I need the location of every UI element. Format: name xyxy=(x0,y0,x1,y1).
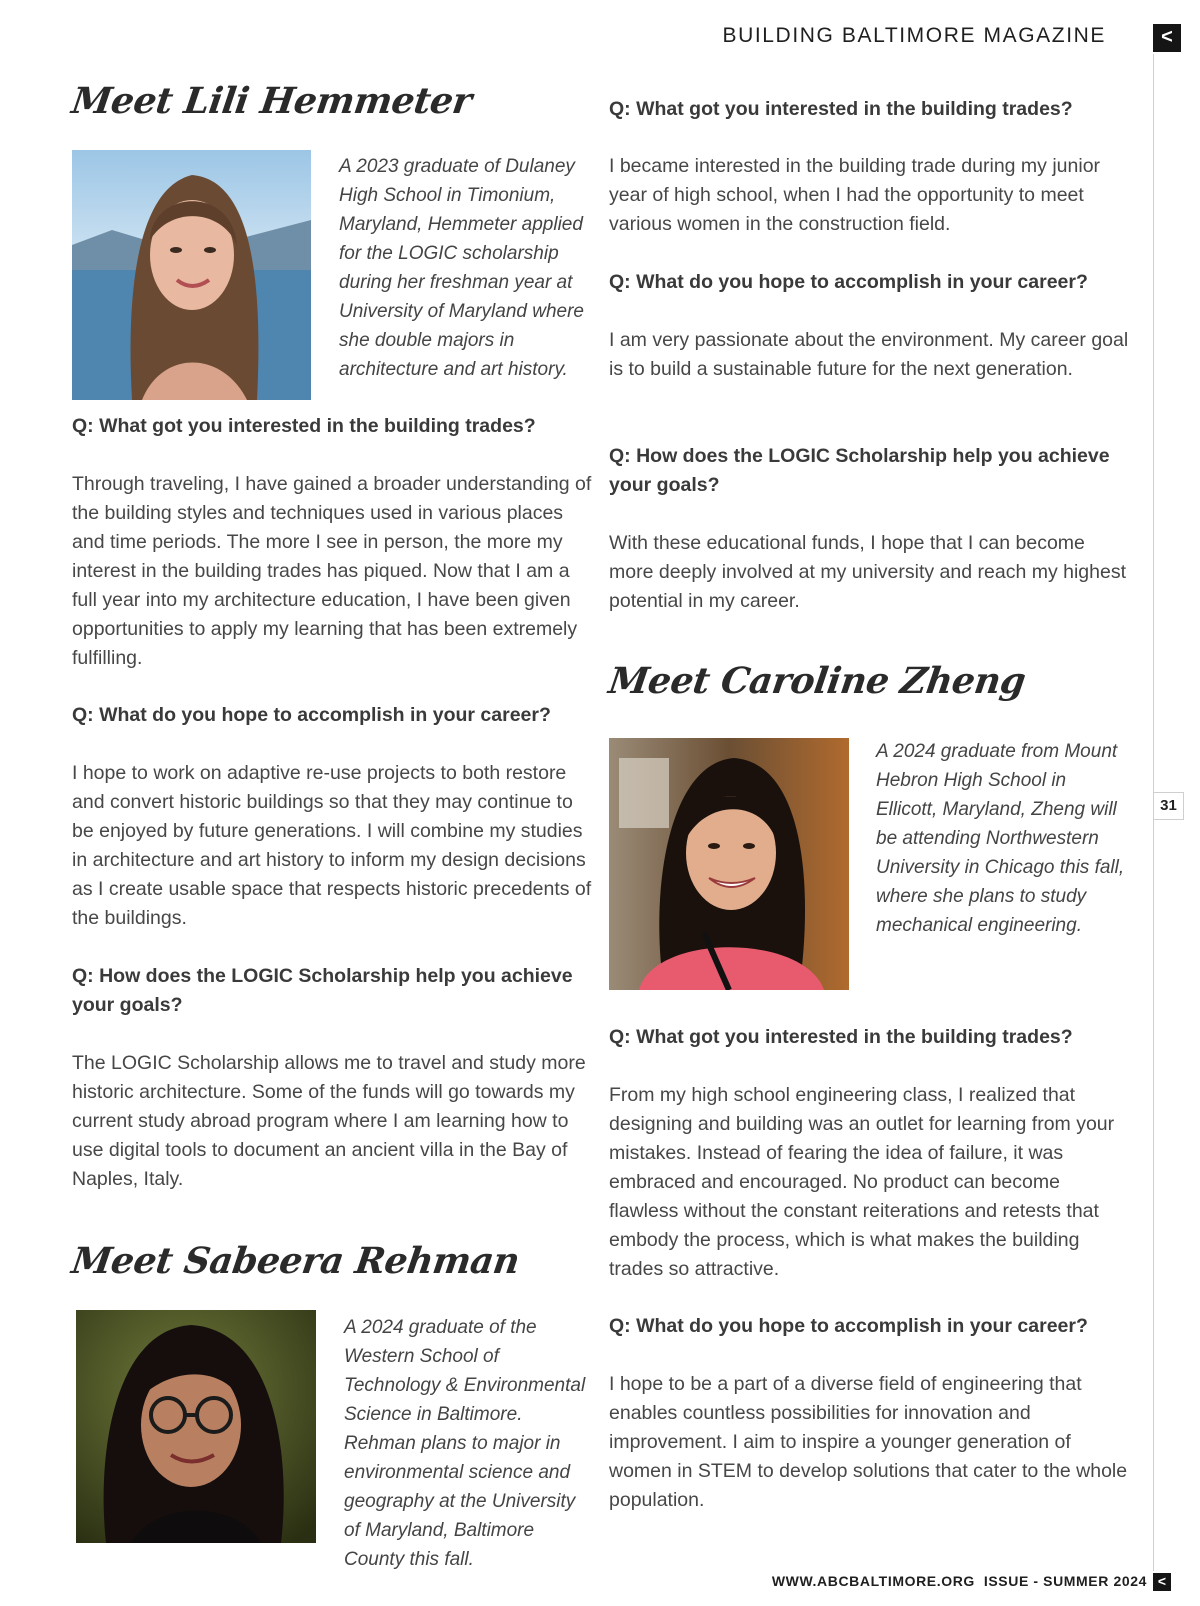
question-interest: Q: What got you interested in the building trades? xyxy=(72,415,536,437)
question-career: Q: What do you hope to accomplish in your career? xyxy=(72,704,551,726)
question-career: Q: What do you hope to accomplish in your career? xyxy=(609,1315,1088,1337)
question-interest: Q: What got you interested in the building trades? xyxy=(609,1026,1073,1048)
answer-career: I am very passionate about the environment. My career goal is to build a sustainable future for the next generation. xyxy=(609,329,1129,380)
back-tab-button[interactable]: < xyxy=(1153,24,1181,52)
question-career: Q: What do you hope to accomplish in your career? xyxy=(609,271,1088,293)
photo-lili-hemmeter xyxy=(72,150,311,400)
answer-interest: From my high school engineering class, I realized that designing and building was an outlet for learning from your mistakes. Instead of fearing the idea of failure, it was embraced and encouraged. No product can become flawless without the constant reiterations and retests that embody the process, which is what makes the building trades so attractive. xyxy=(609,1084,1115,1280)
footer-back-button[interactable]: < xyxy=(1153,1573,1171,1591)
photo-caroline-zheng xyxy=(609,738,849,990)
answer-career: I hope to work on adaptive re-use projects to both restore and convert historic buildings so that they may continue to be enjoyed by future generations. I will combine my studies in architecture and art history to inform my design decisions as I create usable space that respects historic precedents of the buildings. xyxy=(72,762,592,929)
answer-interest: Through traveling, I have gained a broader understanding of the building styles and techniques used in various places and time periods. The more I see in person, the more my interest in the building trades has piqued. Now that I am a full year into my architecture education, I have been given opportunities to apply my learning that has been extremely fulfilling. xyxy=(72,473,592,669)
answer-scholarship: With these educational funds, I hope that I can become more deeply involved at my university and reach my highest potential in my career. xyxy=(609,532,1126,612)
heading-lili-hemmeter: Meet Lili Hemmeter xyxy=(69,80,475,122)
magazine-title: BUILDING BALTIMORE MAGAZINE xyxy=(722,24,1106,47)
heading-sabeera-rehman: Meet Sabeera Rehman xyxy=(69,1240,522,1282)
answer-career: I hope to be a part of a diverse field of engineering that enables countless possibilities for innovation and improvement. I aim to inspire a younger generation of women in STEM to develop solutions that cater to the whole population. xyxy=(609,1373,1128,1511)
answer-scholarship: The LOGIC Scholarship allows me to travel and study more historic architecture. Some of the funds will go towards my current study abroad program where I am learning how to use digital tools to document an ancient villa in the Bay of Naples, Italy. xyxy=(72,1052,586,1190)
bio-caroline-zheng: A 2024 graduate from Mount Hebron High School in Ellicott, Maryland, Zheng will be attending Northwestern University in Chicago this fall, where she plans to study mechanical engineering. xyxy=(876,741,1125,936)
page-number: 31 xyxy=(1153,792,1184,820)
question-scholarship: Q: How does the LOGIC Scholarship help you achieve your goals? xyxy=(72,965,573,1016)
bio-sabeera-rehman: A 2024 graduate of the Western School of Technology & Environmental Science in Baltimore. Rehman plans to major in environmental science and geography at the University of Maryland, Baltimore County this fall. xyxy=(344,1317,586,1570)
question-scholarship: Q: How does the LOGIC Scholarship help you achieve your goals? xyxy=(609,445,1110,496)
photo-sabeera-rehman xyxy=(76,1310,316,1543)
question-interest: Q: What got you interested in the building trades? xyxy=(609,98,1073,120)
heading-caroline-zheng: Meet Caroline Zheng xyxy=(606,660,1028,702)
footer-text: WWW.ABCBALTIMORE.ORG ISSUE - SUMMER 2024 xyxy=(771,1573,1147,1589)
answer-interest: I became interested in the building trade during my junior year of high school, when I had the opportunity to meet various women in the construction field. xyxy=(609,155,1101,235)
bio-lili-hemmeter: A 2023 graduate of Dulaney High School in Timonium, Maryland, Hemmeter applied for the LOGIC scholarship during her freshman year at University of Maryland where she double majors in architecture and art history. xyxy=(339,156,584,380)
